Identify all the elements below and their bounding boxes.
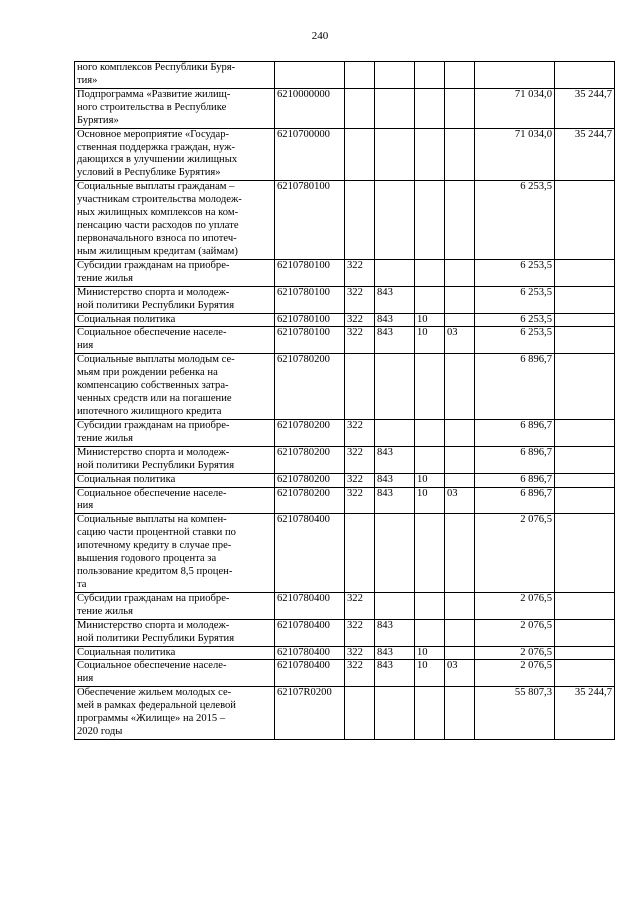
row-vr-cell: 322 — [345, 327, 375, 354]
row-name-line: Социальное обеспечение населе- — [77, 327, 227, 339]
row-rz-cell: 10 — [415, 660, 445, 687]
row-name-cell — [75, 473, 275, 487]
row-rz-cell — [415, 619, 445, 646]
row-amount-b-cell — [555, 419, 615, 446]
row-amount-b-cell — [555, 646, 615, 660]
row-amount-b-cell: 35 244,7 — [555, 128, 615, 181]
row-name-cell — [75, 354, 275, 420]
table-row — [75, 446, 615, 473]
row-name-line: ипотечному кредиту в случае пре- — [77, 540, 232, 552]
row-name-line: Министерство спорта и молодеж- — [77, 286, 230, 298]
table-row — [75, 514, 615, 593]
row-code-cell: 6210780400 — [275, 646, 345, 660]
row-code-cell — [275, 62, 345, 89]
row-rz-cell — [415, 259, 445, 286]
row-amount-a-cell: 71 034,0 — [475, 88, 555, 128]
row-amount-b-cell — [555, 487, 615, 514]
row-name-cell — [75, 487, 275, 514]
row-name-cell — [75, 646, 275, 660]
row-pr-cell: 03 — [445, 660, 475, 687]
row-rz-cell — [415, 419, 445, 446]
row-name-line: Субсидии гражданам на приобре- — [77, 592, 230, 604]
row-code-cell: 6210780400 — [275, 660, 345, 687]
row-rz-cell — [415, 88, 445, 128]
row-name-line: Субсидии гражданам на приобре- — [77, 259, 230, 271]
row-amount-a-cell: 2 076,5 — [475, 660, 555, 687]
row-amount-b-cell — [555, 619, 615, 646]
row-amount-a-cell: 6 253,5 — [475, 313, 555, 327]
row-code-cell: 6210780400 — [275, 514, 345, 593]
row-name-cell — [75, 687, 275, 740]
row-name-cell — [75, 660, 275, 687]
row-rz-cell — [415, 592, 445, 619]
row-amount-b-cell — [555, 660, 615, 687]
row-vr-cell — [345, 354, 375, 420]
row-amount-a-cell: 6 896,7 — [475, 354, 555, 420]
row-vr-cell — [345, 62, 375, 89]
row-code-cell: 6210780200 — [275, 446, 345, 473]
row-grbs-cell — [375, 687, 415, 740]
row-grbs-cell: 843 — [375, 327, 415, 354]
row-name-line: ного строительства в Республике — [77, 101, 227, 113]
row-amount-b-cell — [555, 446, 615, 473]
table-row — [75, 62, 615, 89]
row-name-line: Министерство спорта и молодеж- — [77, 619, 230, 631]
row-name-cell — [75, 62, 275, 89]
row-vr-cell: 322 — [345, 619, 375, 646]
row-vr-cell: 322 — [345, 313, 375, 327]
row-amount-b-cell — [555, 327, 615, 354]
row-name-line: первоначального взноса по ипотеч- — [77, 232, 237, 244]
row-name-line: пенсацию части расходов по уплате — [77, 220, 239, 232]
row-name-line: Социальные выплаты молодым се- — [77, 354, 235, 366]
row-name-line: тение жилья — [77, 432, 133, 444]
row-vr-cell: 322 — [345, 259, 375, 286]
row-name-line: сацию части процентной ставки по — [77, 527, 236, 539]
row-pr-cell — [445, 354, 475, 420]
table-row — [75, 487, 615, 514]
table-row — [75, 473, 615, 487]
row-pr-cell — [445, 286, 475, 313]
row-amount-a-cell: 2 076,5 — [475, 646, 555, 660]
row-name-line: ных жилищных комплексов на ком- — [77, 207, 239, 219]
row-name-line: ной политики Республики Бурятия — [77, 632, 235, 644]
row-name-line: ным жилищным кредитам (займам) — [77, 245, 238, 257]
row-amount-a-cell: 6 896,7 — [475, 419, 555, 446]
row-name-cell — [75, 419, 275, 446]
row-grbs-cell — [375, 354, 415, 420]
row-name-line: Министерство спорта и молодеж- — [77, 446, 230, 458]
row-name-line: пользование кредитом 8,5 процен- — [77, 566, 233, 578]
row-grbs-cell: 843 — [375, 646, 415, 660]
row-grbs-cell — [375, 62, 415, 89]
row-vr-cell — [345, 514, 375, 593]
row-rz-cell: 10 — [415, 646, 445, 660]
row-amount-a-cell — [475, 62, 555, 89]
row-pr-cell — [445, 446, 475, 473]
page-number: 240 — [311, 30, 329, 42]
row-amount-a-cell: 6 253,5 — [475, 259, 555, 286]
row-pr-cell — [445, 181, 475, 260]
row-grbs-cell: 843 — [375, 286, 415, 313]
row-code-cell: 62107R0200 — [275, 687, 345, 740]
row-pr-cell — [445, 259, 475, 286]
row-amount-a-cell: 55 807,3 — [475, 687, 555, 740]
row-amount-a-cell: 6 253,5 — [475, 181, 555, 260]
row-name-line: Бурятия» — [77, 114, 119, 126]
table-row — [75, 660, 615, 687]
row-amount-a-cell: 71 034,0 — [475, 128, 555, 181]
table-row — [75, 419, 615, 446]
row-amount-b-cell — [555, 313, 615, 327]
row-name-line: тия» — [77, 74, 98, 86]
row-name-line: Социальная политика — [77, 313, 176, 325]
row-name-line: тение жилья — [77, 605, 133, 617]
row-amount-a-cell: 2 076,5 — [475, 592, 555, 619]
row-pr-cell — [445, 313, 475, 327]
row-vr-cell — [345, 88, 375, 128]
row-name-line: Субсидии гражданам на приобре- — [77, 419, 230, 431]
budget-table — [74, 61, 615, 740]
table-body — [75, 62, 615, 740]
row-vr-cell: 322 — [345, 286, 375, 313]
row-amount-a-cell: 6 253,5 — [475, 286, 555, 313]
row-name-cell — [75, 259, 275, 286]
row-name-cell — [75, 181, 275, 260]
row-name-line: ипотечного жилищного кредита — [77, 405, 222, 417]
row-name-line: программы «Жилище» на 2015 – — [77, 713, 226, 725]
row-name-line: Социальное обеспечение населе- — [77, 660, 227, 672]
row-name-line: мей в рамках федеральной целевой — [77, 700, 236, 712]
row-name-line: та — [77, 578, 87, 590]
row-name-line: Основное мероприятие «Государ- — [77, 128, 230, 140]
row-code-cell: 6210780100 — [275, 259, 345, 286]
row-grbs-cell — [375, 419, 415, 446]
row-name-line: Социальное обеспечение населе- — [77, 487, 227, 499]
row-amount-b-cell — [555, 286, 615, 313]
row-code-cell: 6210780100 — [275, 286, 345, 313]
row-pr-cell — [445, 592, 475, 619]
row-pr-cell — [445, 62, 475, 89]
row-name-line: ного комплексов Республики Буря- — [77, 62, 236, 73]
row-amount-b-cell — [555, 514, 615, 593]
row-amount-b-cell: 35 244,7 — [555, 687, 615, 740]
row-name-line: ния — [77, 673, 94, 685]
row-name-cell — [75, 286, 275, 313]
row-name-line: ной политики Республики Бурятия — [77, 299, 235, 311]
row-grbs-cell: 843 — [375, 660, 415, 687]
row-amount-b-cell — [555, 592, 615, 619]
row-name-line: Социальные выплаты гражданам – — [77, 181, 235, 193]
row-amount-b-cell — [555, 354, 615, 420]
table-row — [75, 354, 615, 420]
row-name-cell — [75, 446, 275, 473]
row-rz-cell — [415, 286, 445, 313]
table-row — [75, 88, 615, 128]
row-pr-cell — [445, 128, 475, 181]
row-vr-cell: 322 — [345, 419, 375, 446]
row-rz-cell — [415, 181, 445, 260]
row-pr-cell — [445, 473, 475, 487]
table-row — [75, 592, 615, 619]
row-grbs-cell: 843 — [375, 487, 415, 514]
row-code-cell: 6210780200 — [275, 354, 345, 420]
row-code-cell: 6210000000 — [275, 88, 345, 128]
row-rz-cell — [415, 446, 445, 473]
row-grbs-cell — [375, 128, 415, 181]
row-grbs-cell: 843 — [375, 446, 415, 473]
row-rz-cell — [415, 128, 445, 181]
table-row — [75, 327, 615, 354]
row-name-line: ственная поддержка граждан, нуж- — [77, 141, 236, 153]
table-row — [75, 313, 615, 327]
row-grbs-cell: 843 — [375, 313, 415, 327]
row-name-line: участникам строительства молодеж- — [77, 194, 242, 206]
row-name-line: 2020 годы — [77, 726, 123, 738]
row-name-line: компенсацию собственных затра- — [77, 380, 229, 392]
row-amount-a-cell: 6 896,7 — [475, 446, 555, 473]
row-name-line: условий в Республике Бурятия» — [77, 167, 221, 179]
row-vr-cell: 322 — [345, 487, 375, 514]
row-amount-a-cell: 6 253,5 — [475, 327, 555, 354]
row-vr-cell — [345, 687, 375, 740]
row-amount-b-cell — [555, 259, 615, 286]
row-name-cell — [75, 128, 275, 181]
row-name-line: дающихся в улучшении жилищных — [77, 154, 238, 166]
row-code-cell: 6210780100 — [275, 181, 345, 260]
row-rz-cell — [415, 354, 445, 420]
row-pr-cell — [445, 514, 475, 593]
row-code-cell: 6210780400 — [275, 619, 345, 646]
row-pr-cell — [445, 619, 475, 646]
table-row — [75, 259, 615, 286]
row-rz-cell: 10 — [415, 473, 445, 487]
row-amount-b-cell: 35 244,7 — [555, 88, 615, 128]
row-amount-a-cell: 2 076,5 — [475, 619, 555, 646]
row-code-cell: 6210700000 — [275, 128, 345, 181]
row-amount-b-cell — [555, 181, 615, 260]
row-code-cell: 6210780100 — [275, 313, 345, 327]
row-name-line: ной политики Республики Бурятия — [77, 459, 235, 471]
row-rz-cell: 10 — [415, 327, 445, 354]
row-vr-cell: 322 — [345, 592, 375, 619]
row-pr-cell: 03 — [445, 487, 475, 514]
row-rz-cell: 10 — [415, 487, 445, 514]
row-code-cell: 6210780200 — [275, 487, 345, 514]
row-grbs-cell — [375, 259, 415, 286]
row-name-cell — [75, 592, 275, 619]
row-grbs-cell — [375, 514, 415, 593]
row-pr-cell — [445, 419, 475, 446]
row-name-line: ченных средств или на погашение — [77, 393, 232, 405]
row-vr-cell: 322 — [345, 646, 375, 660]
row-vr-cell — [345, 128, 375, 181]
row-name-line: Подпрограмма «Развитие жилищ- — [77, 88, 231, 100]
row-name-cell — [75, 327, 275, 354]
table-row — [75, 181, 615, 260]
row-amount-b-cell — [555, 62, 615, 89]
row-grbs-cell: 843 — [375, 473, 415, 487]
row-rz-cell — [415, 687, 445, 740]
row-name-line: Социальные выплаты на компен- — [77, 514, 227, 526]
row-name-cell — [75, 514, 275, 593]
row-grbs-cell — [375, 592, 415, 619]
row-code-cell: 6210780200 — [275, 473, 345, 487]
row-name-line: тение жилья — [77, 272, 133, 284]
row-rz-cell: 10 — [415, 313, 445, 327]
row-amount-a-cell: 6 896,7 — [475, 473, 555, 487]
row-name-cell — [75, 88, 275, 128]
row-grbs-cell — [375, 88, 415, 128]
table-row — [75, 286, 615, 313]
table-row — [75, 687, 615, 740]
row-pr-cell: 03 — [445, 327, 475, 354]
row-amount-a-cell: 2 076,5 — [475, 514, 555, 593]
row-pr-cell — [445, 687, 475, 740]
row-name-line: ния — [77, 340, 94, 352]
row-grbs-cell: 843 — [375, 619, 415, 646]
table-row — [75, 128, 615, 181]
row-pr-cell — [445, 646, 475, 660]
row-vr-cell: 322 — [345, 446, 375, 473]
row-code-cell: 6210780400 — [275, 592, 345, 619]
row-name-line: Социальная политика — [77, 473, 176, 485]
row-pr-cell — [445, 88, 475, 128]
row-rz-cell — [415, 62, 445, 89]
row-name-line: мьям при рождении ребенка на — [77, 367, 218, 379]
row-name-line: Обеспечение жильем молодых се- — [77, 687, 232, 699]
row-name-line: Социальная политика — [77, 646, 176, 658]
row-name-cell — [75, 313, 275, 327]
row-vr-cell: 322 — [345, 473, 375, 487]
row-amount-b-cell — [555, 473, 615, 487]
table-row — [75, 619, 615, 646]
row-grbs-cell — [375, 181, 415, 260]
table-row — [75, 646, 615, 660]
row-vr-cell — [345, 181, 375, 260]
row-amount-a-cell: 6 896,7 — [475, 487, 555, 514]
row-vr-cell: 322 — [345, 660, 375, 687]
row-code-cell: 6210780200 — [275, 419, 345, 446]
row-rz-cell — [415, 514, 445, 593]
row-name-line: ния — [77, 500, 94, 512]
row-name-line: вышения годового процента за — [77, 553, 217, 565]
row-code-cell: 6210780100 — [275, 327, 345, 354]
row-name-cell — [75, 619, 275, 646]
